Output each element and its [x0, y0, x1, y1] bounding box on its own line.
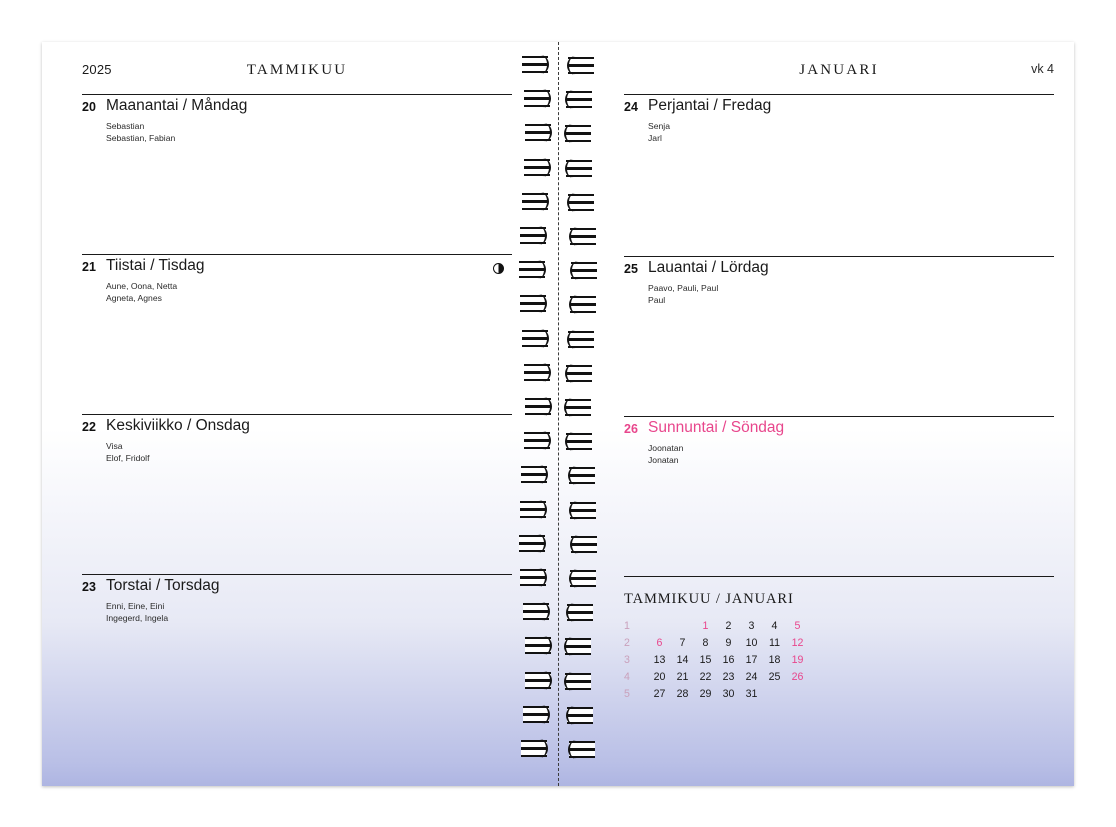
day-header — [82, 255, 512, 281]
spiral-ring — [524, 90, 550, 107]
mini-day-cell: 9 — [725, 637, 732, 649]
mini-day-cell: 6 — [656, 637, 663, 649]
day-number: 26 — [624, 422, 638, 436]
nameday-fi: Visa — [106, 441, 123, 451]
mini-week-number: 1 — [624, 620, 630, 632]
spiral-ring — [525, 124, 551, 141]
nameday-list — [648, 120, 670, 144]
spiral-ring — [522, 193, 548, 210]
spiral-ring — [524, 364, 550, 381]
spiral-ring — [570, 296, 596, 313]
nameday-fi: Sebastian — [106, 121, 145, 131]
day-entry[interactable] — [82, 254, 512, 414]
nameday-fi: Joonatan — [648, 443, 684, 453]
spiral-ring — [520, 295, 546, 312]
mini-day-cell: 7 — [679, 637, 686, 649]
mini-day-cell: 19 — [791, 654, 804, 666]
day-number: 20 — [82, 100, 96, 114]
mini-day-cell: 24 — [745, 671, 758, 683]
day-number: 23 — [82, 580, 96, 594]
mini-day-cell: 11 — [769, 637, 780, 649]
mini-day-cell: 1 — [702, 620, 709, 632]
spiral-ring — [566, 433, 592, 450]
day-name: Maanantai / Måndag — [106, 97, 248, 114]
spiral-ring — [570, 570, 596, 587]
mini-day-cell: 22 — [699, 671, 712, 683]
mini-day-cell: 13 — [653, 654, 666, 666]
nameday-list — [106, 120, 175, 144]
page-fold-line — [558, 42, 560, 786]
spiral-ring — [566, 160, 592, 177]
mini-calendar-title: TAMMIKUU / JANUARI — [624, 591, 794, 607]
table-row — [624, 669, 809, 686]
nameday-sv: Ingegerd, Ingela — [106, 613, 169, 624]
spiral-ring — [566, 91, 592, 108]
nameday-list — [106, 440, 149, 464]
mini-day-cell: 10 — [745, 637, 758, 649]
nameday-list — [648, 442, 683, 466]
spiral-ring — [567, 604, 593, 621]
nameday-fi: Senja — [648, 121, 670, 131]
nameday-list — [106, 600, 168, 624]
day-header — [82, 415, 512, 441]
mini-day-cell: 21 — [676, 671, 689, 683]
spiral-ring — [523, 603, 549, 620]
mini-day-cell: 17 — [745, 654, 758, 666]
day-entry[interactable] — [624, 94, 1054, 254]
spiral-ring — [525, 398, 551, 415]
spiral-ring — [567, 707, 593, 724]
day-header — [624, 417, 1054, 443]
mini-month-calendar[interactable] — [624, 576, 1054, 703]
mini-day-cell: 2 — [725, 620, 732, 632]
mini-day-cell: 14 — [676, 654, 689, 666]
nameday-fi: Paavo, Pauli, Paul — [648, 283, 719, 293]
nameday-fi: Enni, Eine, Eini — [106, 601, 165, 611]
table-row — [624, 652, 809, 669]
mini-day-cell: 4 — [771, 620, 778, 632]
spiral-ring — [568, 331, 594, 348]
spiral-ring — [568, 57, 594, 74]
spiral-ring — [524, 159, 550, 176]
nameday-sv: Agneta, Agnes — [106, 293, 162, 304]
month-title-fi: TAMMIKUU — [246, 62, 348, 78]
spiral-ring — [522, 330, 548, 347]
mini-week-number: 4 — [624, 671, 630, 683]
day-name: Tiistai / Tisdag — [106, 257, 205, 274]
mini-calendar-grid — [624, 618, 809, 703]
spiral-ring — [520, 227, 546, 244]
spiral-ring — [519, 535, 545, 552]
spiral-ring — [566, 365, 592, 382]
mini-day-cell: 29 — [699, 688, 712, 700]
mini-day-cell: 26 — [791, 671, 804, 683]
nameday-fi: Aune, Oona, Netta — [106, 281, 178, 291]
day-number: 22 — [82, 420, 96, 434]
spiral-ring — [565, 638, 591, 655]
spiral-ring — [571, 262, 597, 279]
mini-day-cell: 12 — [791, 637, 804, 649]
mini-week-number: 5 — [624, 688, 630, 700]
table-row — [624, 686, 809, 703]
spiral-ring — [524, 432, 550, 449]
day-number: 21 — [82, 260, 96, 274]
table-row — [624, 618, 809, 635]
nameday-sv: Jarl — [648, 133, 662, 144]
mini-day-cell: 27 — [653, 688, 666, 700]
mini-day-cell — [763, 686, 786, 703]
spiral-ring — [521, 740, 547, 757]
nameday-list — [648, 282, 718, 306]
spiral-ring — [520, 501, 546, 518]
mini-day-cell — [671, 618, 694, 635]
day-name: Perjantai / Fredag — [648, 97, 772, 114]
page-title: 2025 — [82, 62, 112, 77]
spiral-ring — [521, 466, 547, 483]
day-entry[interactable] — [624, 416, 1054, 576]
mini-day-cell: 28 — [676, 688, 689, 700]
mini-day-cell: 31 — [745, 688, 758, 700]
spiral-ring — [525, 672, 551, 689]
spiral-ring — [571, 536, 597, 553]
mini-week-number: 2 — [624, 637, 630, 649]
mini-day-cell: 30 — [722, 688, 735, 700]
mini-week-number: 3 — [624, 654, 630, 666]
day-header — [82, 575, 512, 601]
month-title-sv: JANUARI — [799, 62, 879, 78]
table-row — [624, 635, 809, 652]
week-number-label: vk 4 — [1031, 62, 1054, 76]
day-entry[interactable] — [82, 414, 512, 574]
day-entry[interactable] — [82, 574, 512, 734]
spiral-ring — [523, 706, 549, 723]
spiral-ring — [569, 741, 595, 758]
mini-day-cell: 8 — [702, 637, 709, 649]
spiral-ring — [565, 399, 591, 416]
mini-day-cell: 5 — [794, 620, 801, 632]
day-name: Sunnuntai / Söndag — [648, 419, 785, 436]
mini-day-cell: 18 — [768, 654, 781, 666]
day-header — [82, 95, 512, 121]
mini-day-cell — [786, 686, 809, 703]
spiral-ring — [520, 569, 546, 586]
day-name: Torstai / Torsdag — [106, 577, 220, 594]
spiral-ring — [522, 56, 548, 73]
spiral-binding — [516, 42, 600, 786]
mini-day-cell: 16 — [722, 654, 735, 666]
nameday-list — [106, 280, 177, 304]
spiral-ring — [519, 261, 545, 278]
mini-day-cell: 3 — [748, 620, 755, 632]
day-name: Lauantai / Lördag — [648, 259, 769, 276]
day-entry[interactable] — [624, 256, 1054, 416]
day-entry[interactable] — [82, 94, 512, 254]
day-header — [624, 257, 1054, 283]
nameday-sv: Elof, Fridolf — [106, 453, 150, 464]
mini-day-cell: 25 — [768, 671, 781, 683]
day-name: Keskiviikko / Onsdag — [106, 417, 250, 434]
mini-day-cell: 20 — [653, 671, 666, 683]
spiral-ring — [565, 125, 591, 142]
nameday-sv: Paul — [648, 295, 666, 306]
last-quarter-moon-icon — [493, 261, 504, 272]
day-number: 25 — [624, 262, 638, 276]
mini-day-cell — [648, 618, 671, 635]
spiral-ring — [570, 502, 596, 519]
mini-day-cell: 23 — [722, 671, 735, 683]
mini-day-cell: 15 — [699, 654, 712, 666]
spiral-ring — [565, 673, 591, 690]
spiral-ring — [570, 228, 596, 245]
spiral-ring — [525, 637, 551, 654]
nameday-sv: Jonatan — [648, 455, 679, 466]
day-number: 24 — [624, 100, 638, 114]
spiral-ring — [568, 194, 594, 211]
day-header — [624, 95, 1054, 121]
nameday-sv: Sebastian, Fabian — [106, 133, 176, 144]
spiral-ring — [569, 467, 595, 484]
